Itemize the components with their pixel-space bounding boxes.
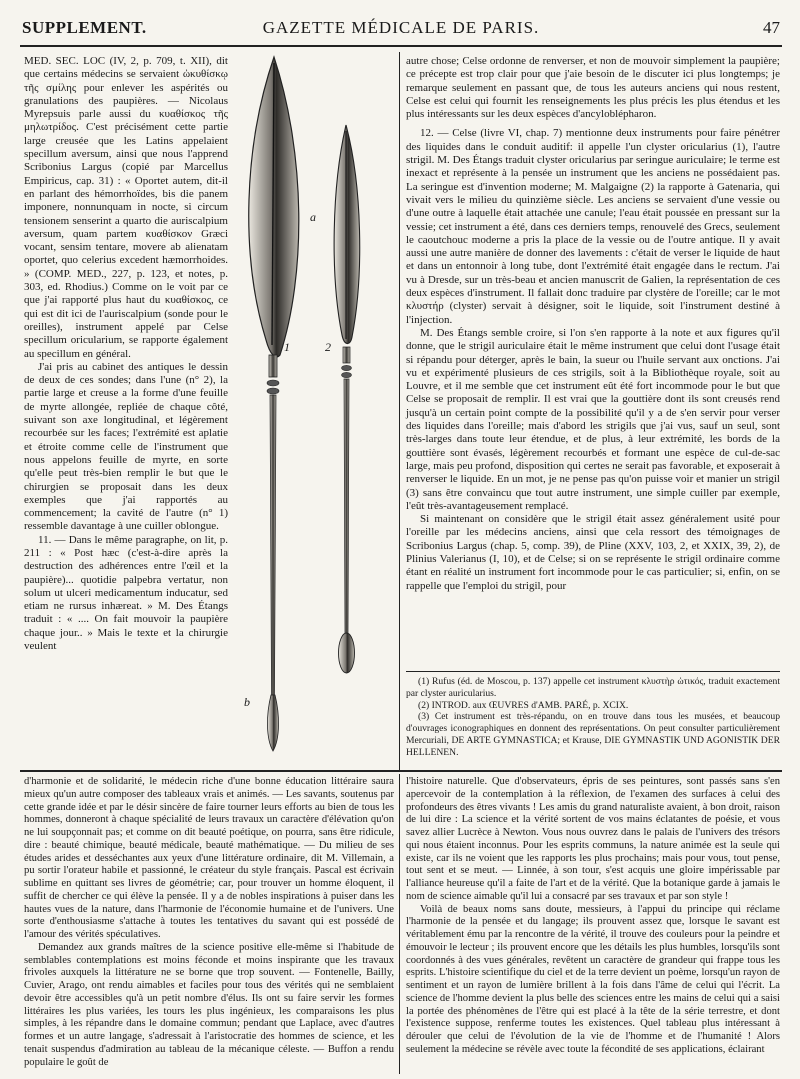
paragraph: MED. SEC. LOC (IV, 2, p. 709, t. XII), dit que certains médecins se servaient ὠκυθίσκῳ τῆς σμίλης pour enlever les aspérités ou granulations des paupières. — Nicolaus Myrepsuis parle aussi du κυαθίσκος τῆς μηλωτρίδος. C'est précisément cette partie large creusée que les Latins appelaient specillum aversum, ainsi que nous l'apprend Scribonius Largus (copié par Marcellus Empiricus, cap. 31) : « Oportet autem, dit-il en parlant des hémorrhoïdes, bis die panem imponere, nonnunquam in nocte, si circum tensionem senserint a quarto die auriscalpium aversum, quam partem κυαθίσκον Græci vocant, sensim tentare, movere ab alienatam oportet, quo celerius excedent hæmorrhoides. » (COMP. MED., 227, p. 123, et notes, p. 303, ed. Rhodius.) Comme on le voit par ce que j'ai rapporté plus haut du κυαθίσκος, ce qui est dit ici de l'auriscalpium (sonde pour le oreilles), instrument appelé par Celse specillum oricularium, se rapporte également au specillum en général. — [24, 55, 228, 360]
publication-title: GAZETTE MÉDICALE DE PARIS. — [262, 18, 540, 37]
paragraph: Demandez aux grands maîtres de la science positive elle-même si l'habitude de semblables contemplations est moins féconde et moins inspirante que les travaux frivoles auxquels la littérature ne se borne que trop souvent. — Fontenelle, Bailly, Cuvier, Arago, ont rendu aimables et faciles pour tous des vérités qui ne semblaient devoir être accessibles qu'à un petit nombre d'élus. Ils ont su faire servir les formes littéraires les plus variées, les tours les plus ingénieux, les comparaisons les plus simples, à les répandre dans le domaine commun; pendant que Laplace, avec d'autres formes et un autre langage, s'adressait à l'aristocratie des hommes de science, et les tenait suspendus d'admiration au tableau de la mécanique céleste. — Buffon a rendu populaire le goût de — [24, 941, 394, 1068]
feuilleton-right-column — [406, 776, 780, 1057]
illustration-ancient-probes — [232, 55, 400, 767]
figure-label-1: 1 — [284, 340, 290, 354]
supplement-label: SUPPLEMENT. — [22, 18, 147, 37]
paragraph: 12. — Celse (livre VI, chap. 7) mentionne deux instruments pour faire pénétrer des liquides dans le conduit auditif: il appelle l'un clyster oricularius (1), l'autre strigil. M. Des Étangs traduit clyster oricularius par seringue auriculaire; le terme est inexact et représente à la pensée un instrument que les anciens ne possédaient pas. La seringue est d'invention moderne; M. Malgaigne (2) la rapporte à Gatenaria, qui vivait vers le milieu du quinzième siècle. Les anciens se servaient d'une vessie ou d'une outre à laquelle était attachée une canule; l'eau était poussée en pressant sur la vessie; cet instrument a été, dans ces derniers temps, renouvelé des Grecs, seulement le caoutchouc moderne a pris la place de la vessie ou de l'outre antique. Il y avait aussi une autre manière de donner des lavements : c'était de verser le liquide de haut et dans un entonnoir à long tube, dont l'extrémité était engagée dans le rectum. J'ai vu à Dresde, sur un très-beau et ancien manuscrit de Galien, la représentation de ces deux espèces d'instrument. Il fallait donc traduire par clystère de l'oreille; car le mot κλυστήρ (clyster) servait à désigner, soit le liquide, soit l'instrument destiné à l'injection. — [406, 127, 780, 326]
column-right-text — [406, 55, 780, 593]
footnote: (3) Cet instrument est très-répandu, on en trouve dans tous les musées, et beaucoup d'ouvrages iconographiques en donnent des représentations. On peut consulter particulièrement Mercuriali, DE ARTE GYMNASTICA; et Krause, DIE GYMNASTIK UND AGONISTIK DER HELLENEN. — [406, 711, 780, 758]
figure-label-2: 2 — [325, 340, 331, 354]
probes-engraving — [232, 55, 400, 767]
footnote-rule — [406, 671, 780, 672]
column-divider — [399, 52, 400, 770]
section-divider — [20, 770, 782, 772]
feuilleton-left-column — [24, 776, 394, 1069]
figure-label-a: a — [310, 210, 316, 224]
paragraph: autre chose; Celse ordonne de renverser, et non de mouvoir simplement la paupière; ce précepte est trop clair pour que j'aie besoin de le discuter ici plus longtemps; je remarque seulement en passant que, de tous les auteurs anciens qui nous restent, Celse est celui qui fournit les renseignements les plus précis les plus étendus et les plus intéressants sur les deux espèces d'ancyloblépharon. — [406, 55, 780, 121]
figure-label-b: b — [244, 695, 250, 709]
lower-column-divider — [399, 774, 400, 1074]
page-header — [22, 18, 780, 42]
paragraph: d'harmonie et de solidarité, le médecin riche d'une bonne éducation littéraire saura mieux qu'un autre composer des tableaux vrais et animés. — Les savants, soutenus par cette grande idée et par le désir sincère de faire tourner leurs efforts au bien de tous les hommes, donneront à chaque spécialité de leurs travaux un caractère d'élévation qu'on ne lui soupçonnait pas; et comme on dit beauté poétique, on pourra, sans être ridicule, dire : beauté chimique, beauté médicale, beauté mathématique. — Du milieu de ses études arides et desséchantes aux yeux d'une littérature ordinaire, dit M. Villemain, a pu sortir l'orateur habile et passionné, le créateur du style français. Pascal est écrivain sublime en quittant ses livres de géométrie; car, pour trouver un homme éloquent, il suffit de chercher ce qui élève la pensée. Il y a de nobles inspirations à puiser dans les hautes vues de la nature, dans l'harmonie de l'économie humaine et de l'univers. Une sorte d'enthousiasme s'attache à toutes les tentatives du savant qui est possédé de l'amour des vérités spéculatives. — [24, 776, 394, 940]
paragraph: l'histoire naturelle. Que d'observateurs, épris de ses peintures, sont passés sans s'en apercevoir de la contemplation à la réflexion, de l'examen des surfaces à celui des profondeurs des êtres vivants ! Les amis du grand naturaliste avaient, à bon droit, raison de lui dire : La science et la vérité sortent de vos mains éclatantes de poésie, et vous savez allier Lucrèce à Newton. Vous nous ouvrez dans le palais de l'univers des trésors qui nous étaient inconnus. Pour les esprits communs, la nature animée est la seule qui existe, car ils ne voient que les rapports les plus prochains; mais pour vous, tout pense, tout sent et se meut. — Linnée, à son tour, s'est acquis une gloire impérissable par l'alliance heureuse qu'il a faite de l'art et de la vérité. Que la botanique garde à jamais le nom de science aimable qu'il lui a consacré par ses travaux et par son style ! — [406, 776, 780, 902]
footnotes — [406, 676, 780, 759]
paragraph: Si maintenant on considère que le strigil était assez généralement usité pour l'oreille par les médecins anciens, ainsi que cela ressort des témoignages de Scribonius Largus (chap. 5, comp. 39), de Pline (XXV, 103, 2, et XXIX, 39, 2), de Plinius Valerianus (I, 10), et de Celse; si on se représente le strigil ordinaire comme étant en réalité un instrument fort incommode pour le cas particulier; si, enfin, on se rappelle que l'emploi du strigil, pour — [406, 513, 780, 592]
header-rule — [20, 45, 782, 47]
paragraph: 11. — Dans le même paragraphe, on lit, p. 211 : « Post hæc (c'est-à-dire après la destruction des adhérences entre l'œil et la paupière)... quotidie palpebra vertatur, non solum ut ulceri medicamentum inducatur, sed etiam ne rursus inhæreat. » M. Des Étangs traduit : « .... On fait mouvoir la paupière chaque jour.. » Mais le texte et la chirurgie veulent — [24, 533, 228, 653]
footnote: (1) Rufus (éd. de Moscou, p. 137) appelle cet instrument κλυστὴρ ὠτικός, traduit exactement par clyster auricularius. — [406, 676, 780, 699]
paragraph: J'ai pris au cabinet des antiques le dessin de deux de ces sondes; dans l'une (n° 2), la partie large et creuse a la forme d'une feuille de myrte allongée, repliée de chaque côté, suivant son axe longitudinal, et légèrement recourbée sur les faces; l'extrémité est aplatie et étroite comme celle de l'instrument que nous appelons feuille de myrte, en sorte qu'elle peut très-bien remplir le but que le chirurgien se proposait dans les deux exemples que j'ai rapportés au commencement; la cavité de l'autre (n° 1) ressemble davantage à une cuiller oblongue. — [24, 360, 228, 533]
page-number: 47 — [763, 18, 780, 37]
paragraph: Voilà de beaux noms sans doute, messieurs, à l'appui du principe qui réclame l'harmonie de la pensée et du langage; ils prouvent assez que, lorsque le savant est véritablement ému par la rencontre de la vérité, il trouve des couleurs pour la peindre et émouvoir le lecteur ; ils prouvent encore que les détails les plus humbles, lorsqu'ils sont coordonnés à des vues générales, revêtent un caractère de grandeur qui frappe tous les esprits. L'histoire scientifique du ciel et de la terre devient un poème, lorsqu'un rayon de sentiment et un rayon de lumière brillent à la fois dans l'âme de celui qui l'écrit. La science de l'homme devient la plus belle des sciences entre les mains de celui qui a saisi la portée des phénomènes de l'être qui est placé à la tête de la série terrestre, et dont l'existence suppose, renferme toutes les existences. Quel tableau plus intéressant à dérouler que celui de l'évolution de la vie de l'homme et de l'humanité ! Alors seulement la médecine se révèle avec toute la fécondité de ses applications, éclairant — [406, 903, 780, 1055]
footnote: (2) INTROD. aux ŒUVRES d'AMB. PARÉ, p. XCIX. — [418, 699, 629, 711]
paragraph: M. Des Étangs semble croire, si l'on s'en rapporte à la note et aux figures qu'il donne, que le strigil auriculaire était le même instrument que celui dont l'usage était si répandu pour déterger, après le bain, la sueur ou l'huile servant aux onctions. J'ai vu et expérimenté plusieurs de ces strigils, soit à la Bibliothèque royale, soit au Louvre, et il me semble que cet instrument eût été fort incommode pour le but que Celse se proposait de remplir. Il est vrai que la gouttière dont ils sont creusés rend jusqu'à un certain point compte de la possibilité qu'il y a de s'en servir pour verser des liquides dans l'oreille; mais d'abord les strigils que j'ai vus, sauf un seul, sont très-larges dans toute leur étendue, et de plus, à leur extrémité, les bords de la gouttière sont évasés, légèrement recourbés et formant une espèce de cul-de-sac large, mais peu profond, disposition qui certes ne serait pas favorable, et exposerait à renverser le liquide. En un mot, je ne pense pas qu'on puisse voir et manier un strigil (3) sans être convaincu que tout autre instrument, une simple cuiller par exemple, l'eût très-avantageusement remplacé. — [406, 326, 780, 512]
column-left-text — [24, 55, 228, 653]
